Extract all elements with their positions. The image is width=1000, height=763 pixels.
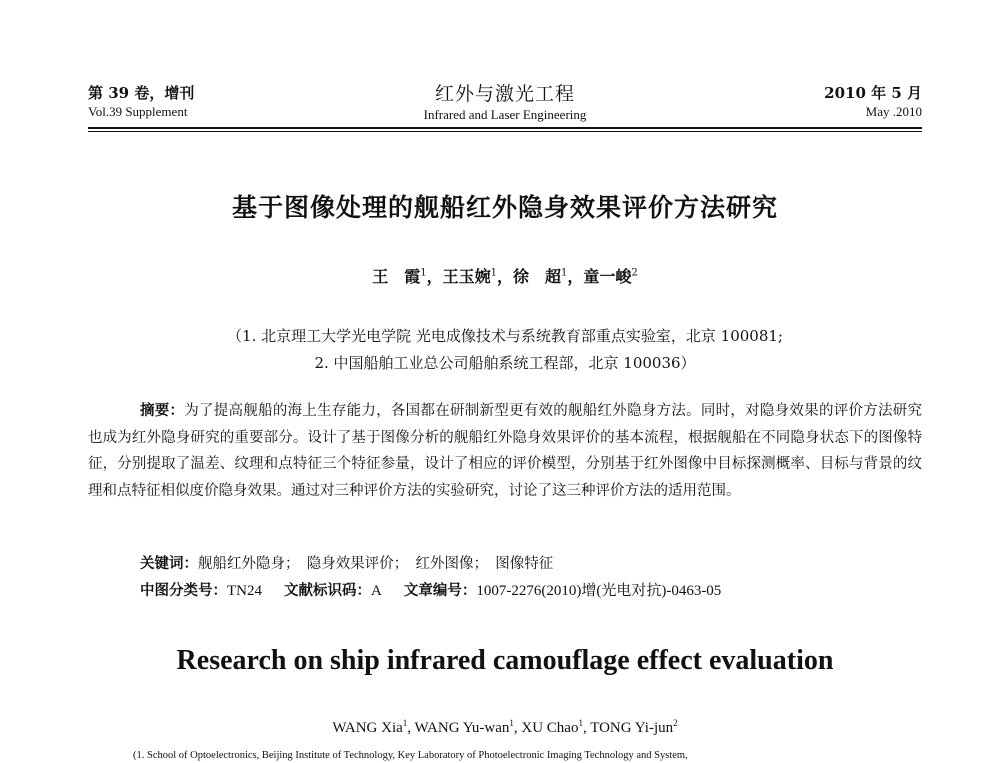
header-center: [348, 83, 662, 123]
header-rule-thin: [88, 131, 922, 132]
author-en-4: TONG Yi-jun$^2$: [590, 718, 678, 736]
article-number-label: 文章编号：: [403, 583, 477, 599]
author-zh-2: 王玉婉$^1$，: [442, 267, 513, 287]
journal-name-zh: 红外与激光工程: [434, 83, 575, 105]
authors-en: [88, 712, 922, 739]
affiliations-zh: [88, 323, 922, 377]
keywords-line: [140, 553, 553, 575]
author-zh-4: 童一峻$^2$: [583, 267, 638, 287]
classification-line: [140, 580, 721, 602]
author-en-2: WANG Yu-wan$^1$,: [414, 718, 522, 736]
abstract-label: 摘要：: [140, 403, 185, 419]
clc-label: 中图分类号：: [140, 583, 227, 599]
affiliation-en: (1. School of Optoelectronics, Beijing Institute of Technology, Key Laboratory of Photoelectronic Imaging Technology and System,: [133, 750, 688, 761]
affiliation-zh-2: 2. 中国船舶工业总公司船舶系统工程部，北京 100036）: [314, 354, 696, 372]
keywords-label: 关键词：: [140, 556, 198, 572]
keywords-text: 舰船红外隐身； 隐身效果评价； 红外图像； 图像特征: [198, 556, 554, 572]
authors-zh: [88, 262, 922, 289]
header-left: [88, 83, 194, 120]
abstract-text: 为了提高舰船的海上生存能力，各国都在研制新型更有效的舰船红外隐身方法。同时，对隐身效果的评价方法研究也成为红外隐身研究的重要部分。设计了基于图像分析的舰船红外隐身效果评价的基本流程，根据舰船在不同隐身状态下的图像特征，分别提取了温差、纹理和点特征三个特征参量，设计了相应的评价模型，分别基于红外图像中目标探测概率、目标与背景的纹理和点特征相似度价隐身效果。通过对三种评价方法的实验研究，讨论了这三种评价方法的适用范围。: [88, 403, 922, 499]
affiliation-zh-1: （1. 北京理工大学光电学院 光电成像技术与系统教育部重点实验室，北京 100081;: [227, 327, 783, 345]
issue-date-zh: 2010 年 5 月: [824, 84, 922, 102]
issue-date-en: May .2010: [865, 104, 922, 119]
author-zh-1: 王 霞$^1$，: [372, 267, 443, 287]
abstract-zh: [88, 398, 922, 504]
author-en-3: XU Chao$^1$,: [521, 718, 591, 736]
article-number-value: 1007-2276(2010)增(光电对抗)-0463-05: [476, 583, 722, 599]
volume-zh: 第 39 卷，增刊: [88, 84, 195, 102]
author-zh-3: 徐 超$^1$，: [513, 267, 584, 287]
doc-code-label: 文献标识码：: [284, 583, 371, 599]
volume-en: Vol.39 Supplement: [88, 104, 188, 119]
journal-name-en: Infrared and Laser Engineering: [423, 107, 587, 122]
doc-code-value: A: [371, 583, 382, 599]
title-zh: 基于图像处理的舰船红外隐身效果评价方法研究: [231, 193, 778, 222]
header-rule-thick: [88, 127, 922, 129]
title-en: Research on ship infrared camouflage effect evaluation: [176, 645, 834, 676]
clc-value: TN24: [227, 583, 262, 599]
header-right: [824, 83, 922, 120]
author-en-1: WANG Xia$^1$,: [332, 718, 415, 736]
running-header: [88, 83, 922, 123]
